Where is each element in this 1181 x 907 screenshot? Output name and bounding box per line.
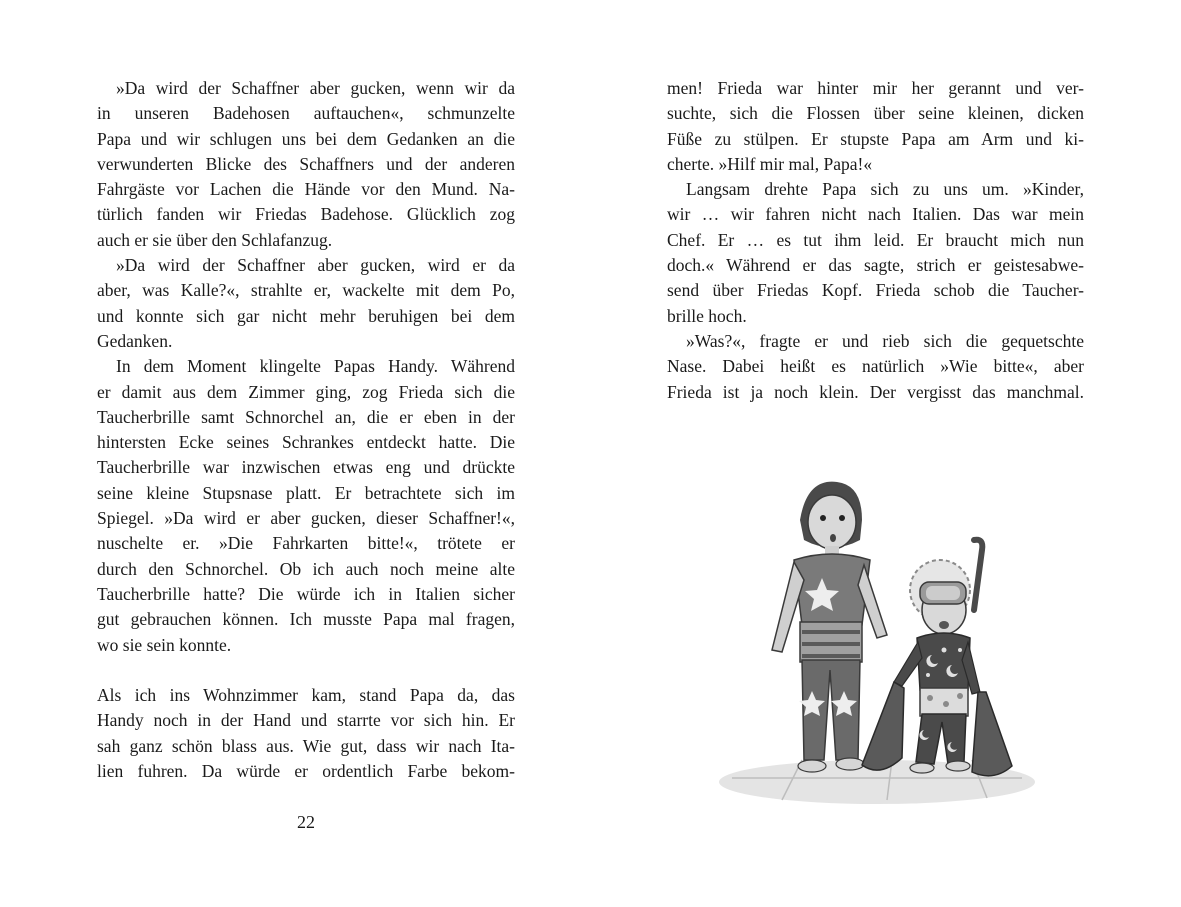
text-line: »Da wird der Schaffner aber gucken, wird er da xyxy=(116,255,515,276)
text-line: hintersten Ecke seines Schrankes entdeckt hatte. Die xyxy=(97,432,515,453)
text-line: cherte. »Hilf mir mal, Papa!« xyxy=(667,153,873,174)
text-line: Langsam drehte Papa sich zu uns um. »Kinder, xyxy=(686,179,1084,200)
text-line: In dem Moment klingelte Papas Handy. Während xyxy=(116,356,515,377)
text-line: Papa und wir schlugen uns bei dem Gedanken an die xyxy=(97,128,515,149)
text-line: Taucherbrille samt Schnorchel an, die er eben in der xyxy=(97,406,515,427)
text-line: in unseren Badehosen auftauchen«, schmunzelte xyxy=(97,103,515,124)
right-flipper xyxy=(972,692,1012,776)
text-line: auch er sie über den Schlafanzug. xyxy=(97,229,333,250)
text-line: lien fuhren. Da würde er ordentlich Farbe bekom- xyxy=(97,761,515,782)
boy-figure xyxy=(772,482,887,772)
text-line: er damit aus dem Zimmer ging, zog Frieda sich die xyxy=(97,381,515,402)
text-line: Als ich ins Wohnzimmer kam, stand Papa da, das xyxy=(97,685,515,706)
text-line: men! Frieda war hinter mir her gerannt und ver- xyxy=(667,78,1084,98)
text-line: Frieda ist ja noch klein. Der vergisst das manchmal. xyxy=(667,381,1084,402)
text-line: sah ganz schön blass aus. Wie gut, dass wir nach Ita- xyxy=(97,735,515,756)
text-line: doch.« Während er das sagte, strich er geistesabwe- xyxy=(667,255,1084,276)
text-line: suchte, sich die Flossen über seine kleinen, dicken xyxy=(667,103,1084,124)
text-line: Nase. Dabei heißt es natürlich »Wie bitte«, aber xyxy=(667,356,1084,377)
text-line: Taucherbrille war inzwischen etwas eng und drückte xyxy=(97,457,515,478)
text-line: brille hoch. xyxy=(667,305,747,326)
text-line: nuschelte er. »Die Fahrkarten bitte!«, trötete er xyxy=(97,533,515,554)
text-line: Fahrgäste vor Lachen die Hände vor den Mund. Na- xyxy=(97,179,515,200)
text-line xyxy=(97,658,515,683)
text-line: Taucherbrille hatte? Die würde ich in Italien sicher xyxy=(97,583,515,604)
text-line: wo sie sein konnte. xyxy=(97,634,232,655)
text-line: send über Friedas Kopf. Frieda schob die Taucher- xyxy=(667,280,1084,301)
text-line: Gedanken. xyxy=(97,330,173,351)
text-line: verwunderten Blicke des Schaffners und der anderen xyxy=(97,153,515,174)
text-line: wir … wir fahren nicht nach Italien. Das war mein xyxy=(667,204,1084,225)
text-line: türlich fanden wir Friedas Badehose. Glücklich zog xyxy=(97,204,515,225)
text-line: Füße zu stülpen. Er stupste Papa am Arm und ki- xyxy=(667,128,1084,149)
illustration-kalle-and-frieda xyxy=(712,460,1042,810)
text-line: Spiegel. »Da wird er aber gucken, dieser Schaffner!«, xyxy=(97,508,515,529)
left-page-text xyxy=(97,76,515,784)
text-line: seine kleine Stupsnase platt. Er betrachtete sich im xyxy=(97,482,515,503)
text-line: »Da wird der Schaffner aber gucken, wenn wir da xyxy=(116,78,515,98)
left-flipper xyxy=(862,682,904,770)
text-line: Chef. Er … es tut ihm leid. Er braucht mich nun xyxy=(667,229,1084,250)
text-line: »Was?«, fragte er und rieb sich die gequetschte xyxy=(686,330,1084,351)
text-line: und konnte sich gar nicht mehr beruhigen bei dem xyxy=(97,305,515,326)
text-line: Handy noch in der Hand und starrte vor sich hin. Er xyxy=(97,710,515,731)
text-line: durch den Schnorchel. Ob ich auch noch meine alte xyxy=(97,558,515,579)
child-figure xyxy=(862,540,1012,776)
right-page-text xyxy=(667,76,1084,405)
page-number: 22 xyxy=(297,812,315,832)
text-line: aber, was Kalle?«, strahlte er, wackelte mit dem Po, xyxy=(97,280,515,301)
text-line: gut gebrauchen können. Ich musste Papa mal fragen, xyxy=(97,609,515,630)
